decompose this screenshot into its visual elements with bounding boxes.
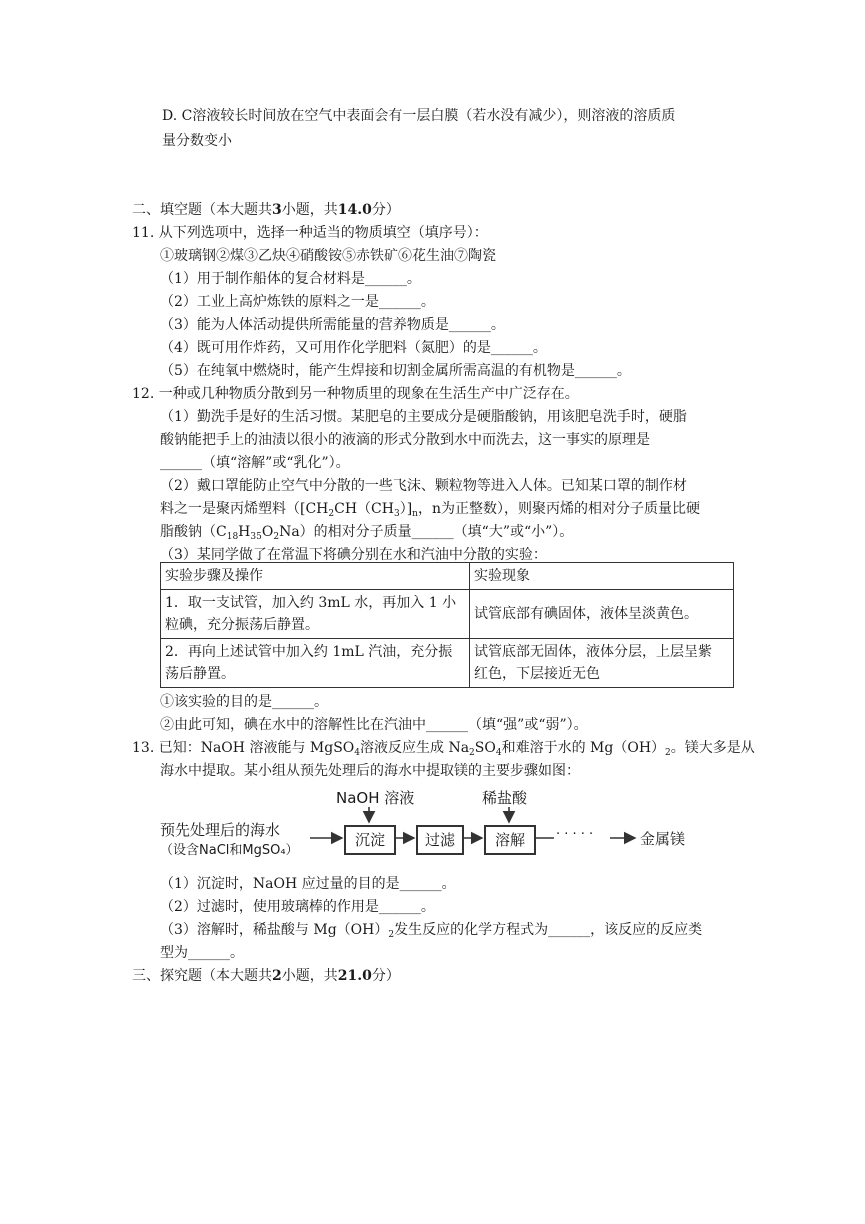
- q13-stem-line1: [132, 738, 755, 763]
- q12-part2-line2: [160, 499, 700, 524]
- text-fragment: 料之一是聚丙烯塑料（[CH: [160, 501, 329, 517]
- subscript: 4: [495, 748, 502, 758]
- cell-line: 粒碘，充分振荡后静置。: [165, 617, 319, 633]
- subscript: 3: [393, 509, 400, 519]
- subscript: 2: [273, 532, 280, 542]
- section3-score: 21.0: [337, 968, 372, 984]
- q12-part1-line3: ______（填“溶解”或“乳化”）。: [160, 455, 350, 471]
- section2-count: 3: [272, 202, 282, 218]
- q11-part4: （4）既可用作炸药，又可用作化学肥料（氮肥）的是______。: [160, 340, 547, 356]
- q11-options: ①玻璃钢②煤③乙炔④硝酸铵⑤赤铁矿⑥花生油⑦陶瓷: [160, 248, 496, 264]
- text-fragment: 和难溶于水的 Mg（OH）: [501, 740, 666, 756]
- subscript: 35: [250, 532, 262, 542]
- flow-reagent-naoh: NaOH 溶液: [336, 789, 415, 807]
- text-fragment: SO: [474, 740, 496, 756]
- section2-mid: 小题，共: [281, 202, 338, 218]
- section3-prefix: 三、探究题（本大题共: [132, 968, 272, 984]
- text-fragment: （3）溶解时，稀盐酸与 Mg（OH）: [160, 922, 389, 938]
- q13-part1: （1）沉淀时，NaOH 应过量的目的是______。: [160, 876, 456, 892]
- section3-suffix: 分）: [371, 968, 400, 984]
- text-fragment: CH（CH: [334, 501, 394, 517]
- q11-part2: （2）工业上高炉炼铁的原料之一是______。: [160, 294, 435, 310]
- table-cell: [161, 639, 470, 688]
- section2-prefix: 二、填空题（本大题共: [132, 202, 272, 218]
- q12-part2-line3: [160, 522, 573, 547]
- q12-sub1: ①该实验的目的是______。: [160, 694, 328, 710]
- flow-step-precipitate: 沉淀: [344, 825, 396, 855]
- subscript: n: [412, 509, 418, 519]
- text-fragment: 溶液反应生成 Na: [360, 740, 470, 756]
- q13-part3-line2: 型为______。: [160, 945, 244, 961]
- q13-part2: （2）过滤时，使用玻璃棒的作用是______。: [160, 899, 435, 915]
- flow-source-label: 预先处理后的海水: [160, 821, 281, 839]
- text-fragment: ）]: [399, 501, 413, 517]
- table-header-row: [161, 563, 734, 590]
- text-fragment: O: [261, 524, 274, 540]
- section3-heading: [132, 966, 400, 986]
- cell-line: 红色，下层接近无色: [474, 666, 600, 682]
- q12-part1-line1: （1）勤洗手是好的生活习惯。某肥皂的主要成分是硬脂酸钠，用该肥皂洗手时，硬脂: [160, 409, 687, 425]
- section2-heading: [132, 200, 400, 220]
- q11-stem: 11. 从下列选项中，选择一种适当的物质填空（填序号）：: [132, 225, 488, 241]
- text-fragment: H: [238, 524, 251, 540]
- flow-source-note: （设含NaCl和MgSO₄）: [160, 843, 299, 858]
- text-fragment: 13. 已知：NaOH 溶液能与 MgSO: [132, 740, 355, 756]
- cell-line: 试管底部无固体，液体分层，上层呈紫: [474, 644, 712, 660]
- section3-mid: 小题，共: [281, 968, 338, 984]
- subscript: 2: [388, 930, 395, 940]
- q11-part1: （1）用于制作船体的复合材料是______。: [160, 271, 421, 287]
- text-fragment: 脂酸钠（C: [160, 524, 227, 540]
- q10-option-d-line2: 量分数变小: [162, 133, 232, 149]
- flow-ellipsis: · · · · ·: [556, 827, 594, 842]
- subscript: 4: [354, 748, 360, 758]
- text-fragment: 发生反应的化学方程式为______，该反应的反应类: [394, 922, 703, 938]
- section2-suffix: 分）: [371, 202, 400, 218]
- table-header-phenomena: 实验现象: [470, 563, 734, 590]
- flow-reagent-hcl: 稀盐酸: [482, 789, 528, 807]
- q11-part3: （3）能为人体活动提供所需能量的营养物质是______。: [160, 317, 505, 333]
- flow-product: 金属镁: [640, 830, 686, 848]
- flow-step-filter: 过滤: [416, 825, 464, 855]
- q12-part1-line2: 酸钠能把手上的油渍以很小的液滴的形式分散到水中而洗去，这一事实的原理是: [160, 432, 650, 448]
- table-row: [161, 639, 734, 688]
- table-cell: 试管底部有碘固体，液体呈淡黄色。: [470, 590, 734, 639]
- q13-stem-line2: 海水中提取。某小组从预先处理后的海水中提取镁的主要步骤如图：: [160, 763, 580, 779]
- table-row: [161, 590, 734, 639]
- q12-sub2: ②由此可知，碘在水中的溶解性比在汽油中______（填“强”或“弱”）。: [160, 717, 588, 733]
- section3-count: 2: [272, 968, 282, 984]
- q12-part2-line1: （2）戴口罩能防止空气中分散的一些飞沫、颗粒物等进入人体。已知某口罩的制作材: [160, 478, 687, 494]
- table-cell: [470, 639, 734, 688]
- flow-step-dissolve: 溶解: [484, 825, 536, 855]
- text-fragment: Na）的相对分子质量______（填“大”或“小”）。: [279, 524, 574, 540]
- subscript: 2: [665, 748, 671, 758]
- experiment-table: [160, 562, 734, 688]
- section2-score: 14.0: [337, 202, 372, 218]
- q13-part3-line1: [160, 920, 702, 945]
- text-fragment: ，n为正整数），则聚丙烯的相对分子质量比硬: [417, 501, 700, 517]
- table-header-steps: 实验步骤及操作: [161, 563, 470, 590]
- subscript: 18: [226, 532, 239, 542]
- table-cell: [161, 590, 470, 639]
- extraction-flow-diagram: [160, 785, 720, 870]
- cell-line: 荡后静置。: [165, 666, 235, 682]
- q10-option-d-line1: D. C溶液较长时间放在空气中表面会有一层白膜（若水没有减少），则溶液的溶质质: [162, 108, 676, 124]
- text-fragment: 。镁大多是从: [670, 740, 755, 756]
- subscript: 2: [469, 748, 475, 758]
- cell-line: 1．取一支试管，加入约 3mL 水，再加入 1 小: [165, 595, 457, 611]
- q12-part3: （3）某同学做了在常温下将碘分别在水和汽油中分散的实验：: [160, 547, 547, 563]
- q11-part5: （5）在纯氧中燃烧时，能产生焊接和切割金属所需高温的有机物是______。: [160, 363, 631, 379]
- subscript: 2: [328, 509, 335, 519]
- cell-line: 2．再向上述试管中加入约 1mL 汽油，充分振: [165, 644, 453, 660]
- q12-stem: 12. 一种或几种物质分散到另一种物质里的现象在生活生产中广泛存在。: [132, 386, 579, 402]
